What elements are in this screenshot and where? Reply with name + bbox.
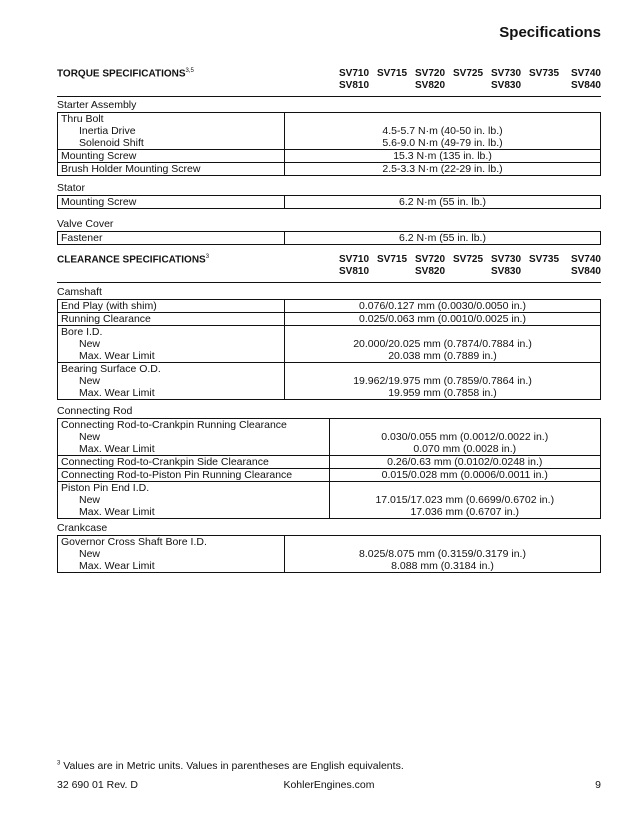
spec-value-line: 5.6-9.0 N·m (49-79 in. lb.) [382, 137, 503, 149]
spec-sub-label: Max. Wear Limit [79, 387, 155, 399]
group-title: Starter Assembly [57, 99, 137, 111]
group-title: Valve Cover [57, 218, 114, 230]
spec-value [285, 326, 601, 363]
spec-value-line: 19.959 mm (0.7858 in.) [388, 387, 497, 399]
group-title: Camshaft [57, 286, 102, 298]
spec-label [58, 363, 285, 400]
spec-value [285, 113, 601, 150]
table-row [58, 150, 601, 163]
spec-sub-label: New [79, 431, 101, 443]
spec-value-line: 0.030/0.055 mm (0.0012/0.0022 in.) [381, 431, 549, 443]
section-divider [57, 282, 601, 283]
spec-table [57, 535, 601, 573]
spec-value-line: 19.962/19.975 mm (0.7859/0.7864 in.) [353, 375, 532, 387]
document-number: 32 690 01 Rev. D [57, 779, 138, 791]
spec-table [57, 418, 601, 519]
spec-label [58, 482, 330, 519]
table-row [58, 196, 601, 209]
footnote-text: Values are in Metric units. Values in parentheses are English equivalents. [63, 760, 404, 772]
table-row [58, 163, 601, 176]
table-row [58, 469, 601, 482]
clearance-model-list [339, 254, 601, 278]
spec-sub-label: Max. Wear Limit [79, 443, 155, 455]
table-row [58, 363, 601, 400]
group-title: Connecting Rod [57, 405, 133, 417]
spec-table [57, 231, 601, 245]
crankcase-group [57, 522, 601, 573]
spec-value-line: 17.036 mm (0.6707 in.) [410, 506, 520, 518]
spec-value-line: 4.5-5.7 N·m (40-50 in. lb.) [382, 125, 503, 137]
model-label: SV710 [339, 68, 370, 79]
table-row [58, 456, 601, 469]
camshaft-group [57, 286, 601, 400]
clearance-spec-header [57, 254, 601, 280]
model-label: SV730 [491, 68, 522, 79]
spec-label [58, 419, 330, 456]
spec-value: 6.2 N·m (55 in. lb.) [285, 196, 601, 209]
spec-value-line: 8.025/8.075 mm (0.3159/0.3179 in.) [359, 548, 526, 560]
model-label: SV840 [570, 266, 601, 277]
spec-label [58, 113, 285, 150]
website-link[interactable]: KohlerEngines.com [283, 779, 375, 791]
footnote [57, 760, 404, 772]
spec-value [329, 482, 601, 519]
table-row [58, 419, 601, 456]
model-label: SV715 [377, 254, 408, 265]
stator-group [57, 182, 601, 209]
model-label: SV810 [339, 266, 370, 277]
torque-spec-footnote-mark: 3,5 [185, 68, 194, 74]
valve-cover-group [57, 218, 601, 245]
torque-spec-header [57, 68, 601, 94]
spec-value: 15.3 N·m (135 in. lb.) [285, 150, 601, 163]
spec-label-main: Connecting Rod-to-Crankpin Running Clearance [61, 419, 287, 431]
spec-sub-label: New [79, 375, 101, 387]
spec-value-line: 17.015/17.023 mm (0.6699/0.6702 in.) [375, 494, 555, 506]
group-title: Crankcase [57, 522, 108, 534]
spec-label: Fastener [58, 232, 285, 245]
spec-value [285, 536, 601, 573]
table-row [58, 300, 601, 313]
spec-sub-label: New [79, 338, 101, 350]
spec-label: Connecting Rod-to-Crankpin Side Clearance [58, 456, 330, 469]
footnote-mark: 3 [57, 760, 61, 767]
table-row [58, 313, 601, 326]
connecting-rod-group [57, 405, 601, 519]
model-label: SV720 [415, 68, 446, 79]
table-row [58, 536, 601, 573]
spec-sub-label: Max. Wear Limit [79, 350, 155, 362]
spec-value-line: 20.000/20.025 mm (0.7874/0.7884 in.) [353, 338, 532, 350]
spec-value-line: 8.088 mm (0.3184 in.) [391, 560, 494, 572]
torque-model-list [339, 68, 601, 92]
torque-spec-title [57, 68, 194, 79]
model-label: SV820 [415, 266, 446, 277]
spec-table [57, 299, 601, 400]
spec-label: Mounting Screw [58, 150, 285, 163]
clearance-spec-footnote-mark: 3 [205, 254, 210, 260]
torque-spec-title-text: TORQUE SPECIFICATIONS [57, 68, 186, 80]
page-title: Specifications [499, 24, 601, 41]
model-label: SV735 [529, 68, 560, 79]
spec-value: 0.076/0.127 mm (0.0030/0.0050 in.) [285, 300, 601, 313]
spec-sub-label: Max. Wear Limit [79, 560, 155, 572]
spec-value: 0.015/0.028 mm (0.0006/0.0011 in.) [329, 469, 601, 482]
table-row [58, 482, 601, 519]
model-label: SV740 [570, 254, 601, 265]
spec-value: 0.26/0.63 mm (0.0102/0.0248 in.) [329, 456, 601, 469]
spec-value: 2.5-3.3 N·m (22-29 in. lb.) [285, 163, 601, 176]
group-title: Stator [57, 182, 86, 194]
spec-table [57, 195, 601, 209]
spec-label: End Play (with shim) [58, 300, 285, 313]
spec-label-main: Piston Pin End I.D. [61, 482, 150, 494]
spec-sub-label: Solenoid Shift [79, 137, 144, 149]
spec-value-line: 20.038 mm (0.7889 in.) [388, 350, 497, 362]
model-label: SV730 [491, 254, 522, 265]
table-row [58, 326, 601, 363]
clearance-spec-title-text: CLEARANCE SPECIFICATIONS [57, 254, 206, 266]
model-label: SV710 [339, 254, 370, 265]
spec-label: Connecting Rod-to-Piston Pin Running Clearance [58, 469, 330, 482]
model-label: SV740 [570, 68, 601, 79]
model-label: SV715 [377, 68, 408, 79]
spec-sub-label: Max. Wear Limit [79, 506, 155, 518]
spec-value [285, 363, 601, 400]
model-label: SV810 [339, 80, 370, 91]
spec-label-main: Governor Cross Shaft Bore I.D. [61, 536, 207, 548]
model-label: SV830 [491, 266, 522, 277]
spec-label [58, 536, 285, 573]
spec-value-line: 0.070 mm (0.0028 in.) [413, 443, 517, 455]
spec-sub-label: Inertia Drive [79, 125, 136, 137]
model-label: SV725 [453, 68, 484, 79]
spec-label-main: Bearing Surface O.D. [61, 363, 161, 375]
table-row [58, 113, 601, 150]
clearance-spec-title [57, 254, 209, 265]
model-label: SV840 [570, 80, 601, 91]
section-divider [57, 96, 601, 97]
model-label: SV725 [453, 254, 484, 265]
spec-label [58, 326, 285, 363]
page-number: 9 [595, 779, 601, 791]
spec-sub-label: New [79, 548, 101, 560]
spec-value [329, 419, 601, 456]
spec-sub-label: New [79, 494, 101, 506]
table-row [58, 232, 601, 245]
spec-label: Brush Holder Mounting Screw [58, 163, 285, 176]
spec-label-main: Thru Bolt [61, 113, 104, 125]
spec-value: 6.2 N·m (55 in. lb.) [285, 232, 601, 245]
model-label: SV735 [529, 254, 560, 265]
model-label: SV820 [415, 80, 446, 91]
spec-value: 0.025/0.063 mm (0.0010/0.0025 in.) [285, 313, 601, 326]
model-label: SV830 [491, 80, 522, 91]
page-footer [57, 779, 601, 793]
model-label: SV720 [415, 254, 446, 265]
spec-label: Mounting Screw [58, 196, 285, 209]
spec-label: Running Clearance [58, 313, 285, 326]
spec-table [57, 112, 601, 176]
spec-label-main: Bore I.D. [61, 326, 103, 338]
starter-assembly-group [57, 99, 601, 176]
